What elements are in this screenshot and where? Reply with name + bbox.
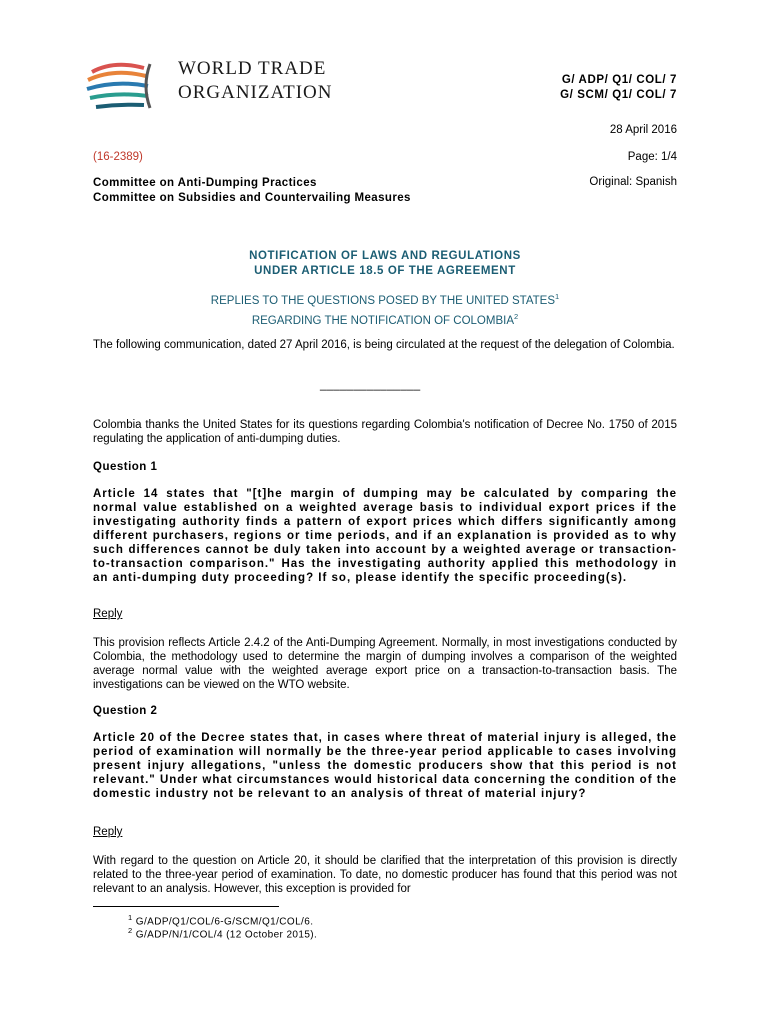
wto-emblem-icon bbox=[84, 58, 174, 114]
document-number: (16-2389) bbox=[93, 151, 143, 163]
reply-1-label: Reply bbox=[93, 608, 123, 620]
intro-paragraph: The following communication, dated 27 April 2016, is being circulated at the request of the delegation of Colombia. bbox=[93, 339, 675, 351]
page-number: Page: 1/4 bbox=[627, 151, 677, 163]
committees bbox=[93, 176, 411, 206]
footnote-1-number: 1 bbox=[128, 913, 133, 922]
footnote-1-text: G/ADP/Q1/COL/6-G/SCM/Q1/COL/6. bbox=[135, 916, 314, 928]
subtitle-line1: REPLIES TO THE QUESTIONS POSED BY THE UNITED STATES bbox=[210, 294, 556, 307]
original-language: Original: Spanish bbox=[589, 176, 677, 188]
question-2-heading: Question 2 bbox=[93, 705, 158, 717]
separator-line: _______________ bbox=[320, 379, 421, 391]
document-subtitle bbox=[93, 289, 677, 329]
subtitle-line2: REGARDING THE NOTIFICATION OF COLOMBIA bbox=[251, 314, 514, 327]
document-title bbox=[93, 249, 677, 279]
reply-1-text: This provision reflects Article 2.4.2 of the Anti-Dumping Agreement. Normally, in most investigations conducted by Colombia, the methodology used to determine the margin of dumping involves a comparison of the weighted average normal value with the weighted average export price on a transaction-to-transaction basis. The investigations can be viewed on the WTO website. bbox=[93, 637, 677, 691]
footnote-ref-2[interactable]: 2 bbox=[514, 311, 519, 321]
title-line1: NOTIFICATION OF LAWS AND REGULATIONS bbox=[249, 250, 521, 262]
thanks-paragraph: Colombia thanks the United States for its questions regarding Colombia's notification of Decree No. 1750 of 2015 regulating the application of anti-dumping duties. bbox=[93, 419, 677, 445]
footnote-ref-1[interactable]: 1 bbox=[555, 292, 560, 301]
footnote-divider bbox=[93, 906, 279, 907]
symbol-scm: G/ SCM/ Q1/ COL/ 7 bbox=[560, 89, 677, 101]
document-symbols bbox=[560, 73, 677, 103]
symbol-adp: G/ ADP/ Q1/ COL/ 7 bbox=[561, 74, 677, 86]
question-1-heading: Question 1 bbox=[93, 461, 158, 473]
document-date: 28 April 2016 bbox=[609, 124, 677, 136]
footnote-2-number: 2 bbox=[128, 926, 133, 935]
reply-2-text: With regard to the question on Article 20, it should be clarified that the interpretation of this provision is directly related to the three-year period of examination. To date, no domestic producer has found that this period was not relevant to an analysis. However, this exception is provided for bbox=[93, 855, 677, 895]
title-line2: UNDER ARTICLE 18.5 OF THE AGREEMENT bbox=[254, 265, 516, 277]
committee-anti-dumping: Committee on Anti-Dumping Practices bbox=[93, 177, 317, 189]
wto-logo bbox=[84, 58, 344, 114]
footnote-2-text: G/ADP/N/1/COL/4 (12 October 2015). bbox=[135, 929, 318, 941]
reply-2-label: Reply bbox=[93, 826, 123, 838]
question-2-text: Article 20 of the Decree states that, in cases where threat of material injury is alleged, the period of examination will normally be the three-year period applicable to cases involving present injury allegations, "unless the domestic producers show that this period is not relevant." Under what circumstances would historical data concerning the condition of the domestic industry not be relevant to an analysis of threat of material injury? bbox=[93, 732, 677, 800]
footnote-2 bbox=[128, 925, 317, 941]
org-name-line2: ORGANIZATION bbox=[178, 82, 333, 103]
committee-subsidies: Committee on Subsidies and Countervailing Measures bbox=[93, 192, 411, 204]
org-name-line1: WORLD TRADE bbox=[178, 58, 327, 79]
question-1-text: Article 14 states that "[t]he margin of dumping may be calculated by comparing the normal value established on a weighted average basis to individual export prices if the investigating authority finds a pattern of export prices which differs significantly among different purchasers, regions or time periods, and if an explanation is provided as to why such differences cannot be duly taken into account by a weighted average or transaction-to-transaction comparison." Has the investigating authority applied this methodology in an anti-dumping duty proceeding? If so, please identify the specific proceeding(s). bbox=[93, 488, 677, 584]
